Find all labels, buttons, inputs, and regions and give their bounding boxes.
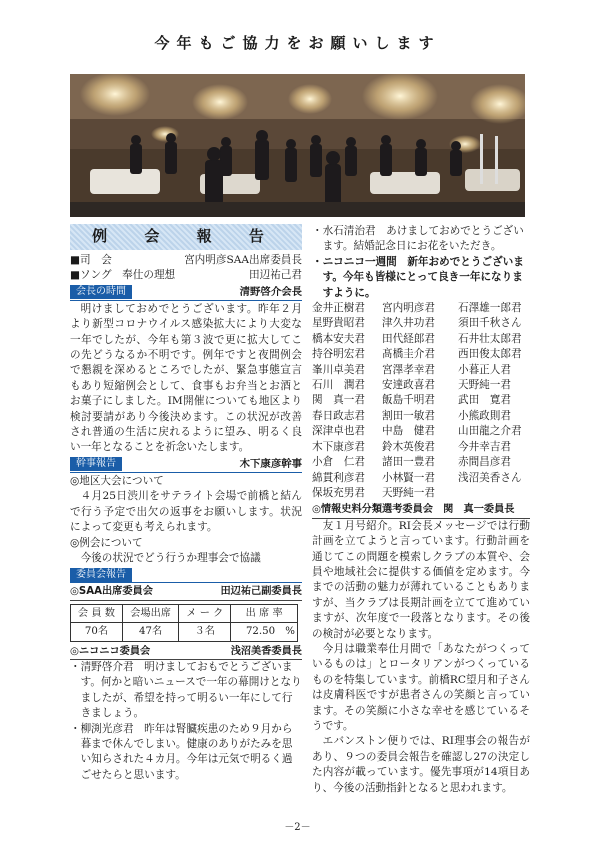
page-title: 今年もご協力をお願いします bbox=[154, 34, 441, 52]
saa-committee-header bbox=[70, 584, 302, 600]
member-name: 安達政喜君 bbox=[382, 379, 435, 392]
president-text: 明けましておめでとうございます。昨年２月より新型コロナウイルス感染拡大により大変な一年でしたが、今年も第３波で更に拡大してこの先どうなるか不明です。例年ですと夜間例会で懇親を深めるところでしたが、緊急事態宣言もあり短縮例会として、食事もお弁当とお酒とお菓子にしました。IM開催についても地区より検討要請があり今後決めます。この状況が改善され普通の生活に戻れるように望み、明るく良い一年となることを祈念いたします。 bbox=[70, 302, 302, 454]
member-name: 峯川卓美君 bbox=[312, 363, 365, 376]
secretary-item-2-text: 今後の状況でどう行うか理事会で協議 bbox=[80, 551, 261, 564]
member-name: 飯島千明君 bbox=[382, 394, 435, 407]
member-name: 関 真一君 bbox=[312, 394, 365, 407]
attendance-header: 会場出席 bbox=[122, 604, 178, 622]
member-name: 木下康彦君 bbox=[312, 440, 365, 453]
member-name: 保坂充男君 bbox=[312, 486, 365, 499]
report-banner: 例 会 報 告 bbox=[70, 224, 302, 250]
member-name: 星野貴昭君 bbox=[312, 317, 365, 330]
member-name: 宮澤孝幸君 bbox=[382, 363, 435, 376]
member-name: 小暮正人君 bbox=[458, 363, 511, 376]
attendance-cell: ３名 bbox=[179, 623, 231, 641]
song-line bbox=[70, 268, 302, 283]
meeting-report-column bbox=[70, 224, 302, 783]
secretary-item-1: ◎地区大会について bbox=[70, 474, 164, 487]
president-name: 清野啓介会長 bbox=[239, 285, 302, 298]
member-name bbox=[458, 486, 530, 501]
secretary-name: 木下康彦幹事 bbox=[239, 457, 302, 470]
nico-committee-header bbox=[70, 644, 302, 660]
member-name: 割田一敏君 bbox=[382, 409, 435, 422]
member-name: 石澤雄一郎君 bbox=[458, 302, 522, 315]
table-row bbox=[71, 623, 298, 641]
committee-tag: 委員会報告 bbox=[70, 568, 132, 582]
mc-label: ■司 会 bbox=[70, 254, 112, 266]
nico-item: ・柳渕光彦君 昨年は腎臓疾患のため９月から暮まで休んでしまい。健康のありがたみを思い知らされた４カ月。今年は元気で明るく過ごせたらと思います。 bbox=[70, 722, 293, 781]
meeting-photo-illustration bbox=[70, 74, 525, 217]
attendance-header: 会 員 数 bbox=[71, 604, 123, 622]
member-name: 浅沼美香さん bbox=[458, 471, 522, 484]
song-label: ■ソング 奉仕の理想 bbox=[70, 269, 176, 282]
member-name: 中島 健君 bbox=[382, 425, 435, 438]
saa-committee-chair: 田辺祐己副委員長 bbox=[220, 586, 302, 598]
member-name: 深津卓也君 bbox=[312, 425, 365, 438]
member-name: 鈴木英俊君 bbox=[382, 440, 435, 453]
info-paragraph-2: 今月は職業奉仕月間で「あなたがつくっているものは」とロータリアンがつくっているものを特集しています。前橋RC望月和子さんは皮膚科医ですが患者さんの笑顔と言っています。その笑顔に小さな幸せを感じているそうです。 bbox=[312, 642, 530, 732]
secretary-item-1-text: ４月25日渋川をサテライト会場で前橋と結んで行う予定で出欠の返事をお願いします。状況によって変更も考えられます。 bbox=[70, 490, 302, 534]
saa-committee-title: ◎SAA出席委員会 bbox=[70, 586, 153, 598]
info-paragraph-3: エバンストン便りでは、RI理事会の報告があり、９つの委員会報告を確認し27の決定した内容が載っています。優先事項が14項目あり、今後の活動指針となると思われます。 bbox=[312, 735, 530, 794]
attendance-cell: 70名 bbox=[71, 623, 123, 641]
nico-item-continued: ・水石清治君 あけましておめでとうございます。結婚記念日にお花をいただき。 bbox=[312, 225, 524, 253]
nico-committee-chair: 浅沼美香委員長 bbox=[230, 645, 302, 657]
member-name: 赤間昌彦君 bbox=[458, 456, 511, 469]
member-name: 橋本安夫君 bbox=[312, 332, 365, 345]
member-name: 宮内明彦君 bbox=[382, 302, 435, 315]
mc-value: 宮内明彦SAA出席委員長 bbox=[184, 254, 302, 266]
member-name: 持谷明宏君 bbox=[312, 348, 365, 361]
member-name: 今井幸吉君 bbox=[458, 440, 511, 453]
meeting-photo bbox=[70, 74, 525, 217]
secretary-tag: 幹事報告 bbox=[70, 457, 122, 471]
member-name: 田代経郎君 bbox=[382, 332, 435, 345]
member-name: 山田龍之介君 bbox=[458, 425, 522, 438]
nico-week-heading: ・ニコニコ一週間 新年おめでとうございます。今年も皆様にとって良き一年になりますように。 bbox=[312, 255, 524, 299]
attendance-header: メ ー ク bbox=[179, 604, 231, 622]
table-row bbox=[71, 604, 298, 622]
attendance-header: 出 席 率 bbox=[231, 604, 298, 622]
member-name: 西田俊太郎君 bbox=[458, 348, 522, 361]
attendance-table bbox=[70, 604, 298, 642]
member-name: 天野純一君 bbox=[458, 379, 511, 392]
president-tag: 会長の時間 bbox=[70, 285, 132, 299]
member-name: 津久井功君 bbox=[382, 317, 435, 330]
mc-line bbox=[70, 253, 302, 268]
member-name: 春日政志君 bbox=[312, 409, 365, 422]
member-name: 石井壮太郎君 bbox=[458, 332, 522, 345]
member-name: 武田 寛君 bbox=[458, 394, 511, 407]
member-name: 石川 潤君 bbox=[312, 379, 365, 392]
attendance-cell: 72.50 % bbox=[231, 623, 298, 641]
committee-section-header bbox=[70, 567, 302, 583]
president-section-header bbox=[70, 285, 302, 301]
right-column bbox=[312, 224, 530, 796]
info-committee-header bbox=[312, 502, 530, 518]
nico-item: ・清野啓介君 明けましておもでとうございます。何かと暗いニュースで一年の幕開けとなりましたが、希望を持って明るい一年にして行きましょう。 bbox=[70, 660, 302, 720]
song-value: 田辺祐己君 bbox=[249, 269, 302, 282]
info-paragraph-1: 友１月号紹介。RI会長メッセージでは行動計画を立てようと言っています。行動計画を通じてこの問題を模索しクラブの本質や、会員や地域社会に提供する価値を定めます。今までの活動の魅力が薄れていることもありますが、当クラブは長期計画を立てて進めていますが、次年度で一段落となります。その後の検討が必要となります。 bbox=[312, 519, 530, 640]
nico-committee-title: ◎ニコニコ委員会 bbox=[70, 645, 151, 657]
member-name: 綿貫利彦君 bbox=[312, 471, 365, 484]
member-name: 金井正樹君 bbox=[312, 302, 365, 315]
member-names-grid bbox=[312, 301, 530, 501]
attendance-cell: 47名 bbox=[122, 623, 178, 641]
member-name: 須田千秋さん bbox=[458, 317, 522, 330]
info-committee-title: ◎情報史料分類選考委員会 関 真一委員長 bbox=[312, 504, 515, 516]
page-number: －2－ bbox=[284, 822, 311, 833]
member-name: 髙橋圭介君 bbox=[382, 348, 435, 361]
secretary-section-header bbox=[70, 457, 302, 473]
member-name: 小熊政則君 bbox=[458, 409, 511, 422]
member-name: 小林賢一君 bbox=[382, 471, 435, 484]
member-name: 諸田一豊君 bbox=[382, 456, 435, 469]
member-name: 天野純一君 bbox=[382, 486, 435, 499]
secretary-item-2: ◎例会について bbox=[70, 536, 143, 549]
member-name: 小倉 仁君 bbox=[312, 456, 365, 469]
